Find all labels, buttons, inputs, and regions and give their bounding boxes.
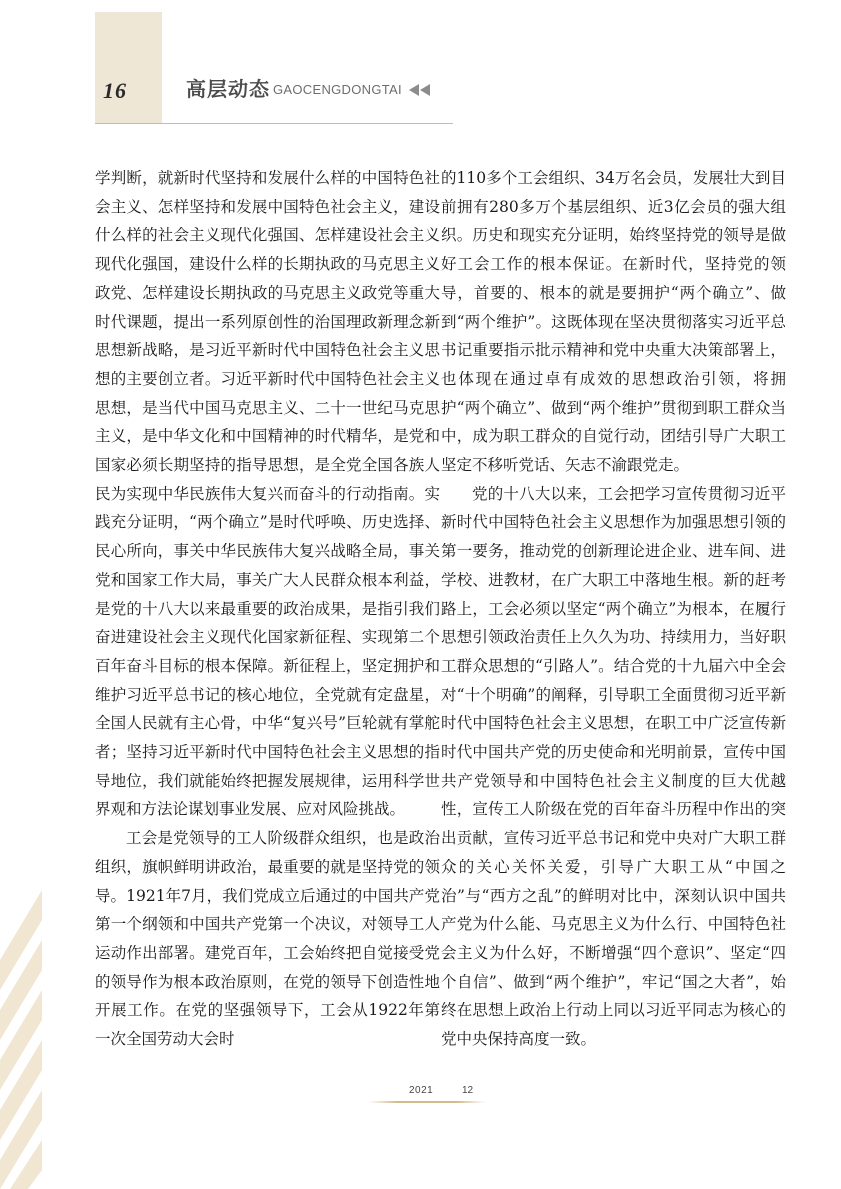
section-title: 高层动态 (186, 77, 270, 101)
footer-divider (368, 1101, 486, 1103)
article-column-left (95, 164, 440, 1054)
double-left-triangle-icon (409, 84, 431, 96)
header-divider (95, 123, 453, 124)
section-pinyin: GAOCENGDONGTAI (273, 82, 402, 97)
article-column-right (441, 164, 786, 1054)
paragraph: 的110多个工会组织、34万名会员，发展壮大到目前拥有280多万个基层组织、近3亿会员的强大组织。历史和现实充分证明，始终坚持党的领导是做好工会工作的根本保证。在新时代，坚持党的领导，首要的、根本的就是要拥护“两个确立”、做到“两个维护”。这既体现在坚决贯彻落实习近平总书记重要指示批示精神和党中央重大决策部署上，也体现在通过卓有成效的思想政治引领，将拥护“两个确立”、做到“两个维护”贯彻到职工群众当中，成为职工群众的自觉行动，团结引导广大职工坚定不移听党话、矢志不渝跟党走。 (441, 169, 786, 475)
paragraph: 学判断，就新时代坚持和发展什么样的中国特色社会主义、怎样坚持和发展中国特色社会主义，建设什么样的社会主义现代化强国、怎样建设社会主义现代化强国，建设什么样的长期执政的马克思主义政党、怎样建设长期执政的马克思主义政党等重大时代课题，提出一系列原创性的治国理政新理念新思想新战略，是习近平新时代中国特色社会主义思想的主要创立者。习近平新时代中国特色社会主义思想，是当代中国马克思主义、二十一世纪马克思主义，是中华文化和中国精神的时代精华，是党和国家必须长期坚持的指导思想，是全党全国各族人民为实现中华民族伟大复兴而奋斗的行动指南。实践充分证明，“两个确立”是时代呼唤、历史选择、民心所向，事关中华民族伟大复兴战略全局，事关党和国家工作大局，事关广大人民群众根本利益，是党的十八大以来最重要的政治成果，是指引我们奋进建设社会主义现代化国家新征程、实现第二个百年奋斗目标的根本保障。新征程上，坚定拥护和维护习近平总书记的核心地位，全党就有定盘星，全国人民就有主心骨，中华“复兴号”巨轮就有掌舵者；坚持习近平新时代中国特色社会主义思想的指导地位，我们就能始终把握发展规律，运用科学世界观和方法论谋划事业发展、应对风险挑战。 (95, 169, 440, 819)
footer-issue-month: 12 (462, 1085, 474, 1096)
header-tab-background (95, 12, 162, 124)
corner-stripes-decoration (0, 890, 42, 1189)
paragraph: 工会是党领导的工人阶级群众组织，也是政治组织，旗帜鲜明讲政治，最重要的就是坚持党的领导。1921年7月，我们党成立后通过的中国共产党第一个纲领和中国共产党第一个决议，对领导工人运动作出部署。建党百年，工会始终把自觉接受党的领导作为根本政治原则，在党的领导下创造性地开展工作。在党的坚强领导下，工会从1922年第一次全国劳动大会时 (95, 829, 440, 1049)
paragraph: 党的十八大以来，工会把学习宣传贯彻习近平新时代中国特色社会主义思想作为加强思想引领的第一要务，推动党的创新理论进企业、进车间、进学校、进教材，在广大职工中落地生根。新的赶考路上，工会必须以坚定“两个确立”为根本，在履行思想引领政治责任上久久为功、持续用力，当好职工群众思想的“引路人”。结合党的十九届六中全会对“十个明确”的阐释，引导职工全面贯彻习近平新时代中国特色社会主义思想，在职工中广泛宣传新时代中国共产党的历史使命和光明前景，宣传中国共产党领导和中国特色社会主义制度的巨大优越性，宣传工人阶级在党的百年奋斗历程中作出的突出贡献，宣传习近平总书记和党中央对广大职工群众的关心关怀关爱，引导广大职工从“中国之治”与“西方之乱”的鲜明对比中，深刻认识中国共产党为什么能、马克思主义为什么行、中国特色社会主义为什么好，不断增强“四个意识”、坚定“四个自信”、做到“两个维护”，牢记“国之大者”，始终在思想上政治上行动上同以习近平同志为核心的党中央保持高度一致。 (441, 484, 786, 1049)
page-number: 16 (103, 78, 127, 103)
footer-issue-year: 2021 (409, 1085, 434, 1096)
